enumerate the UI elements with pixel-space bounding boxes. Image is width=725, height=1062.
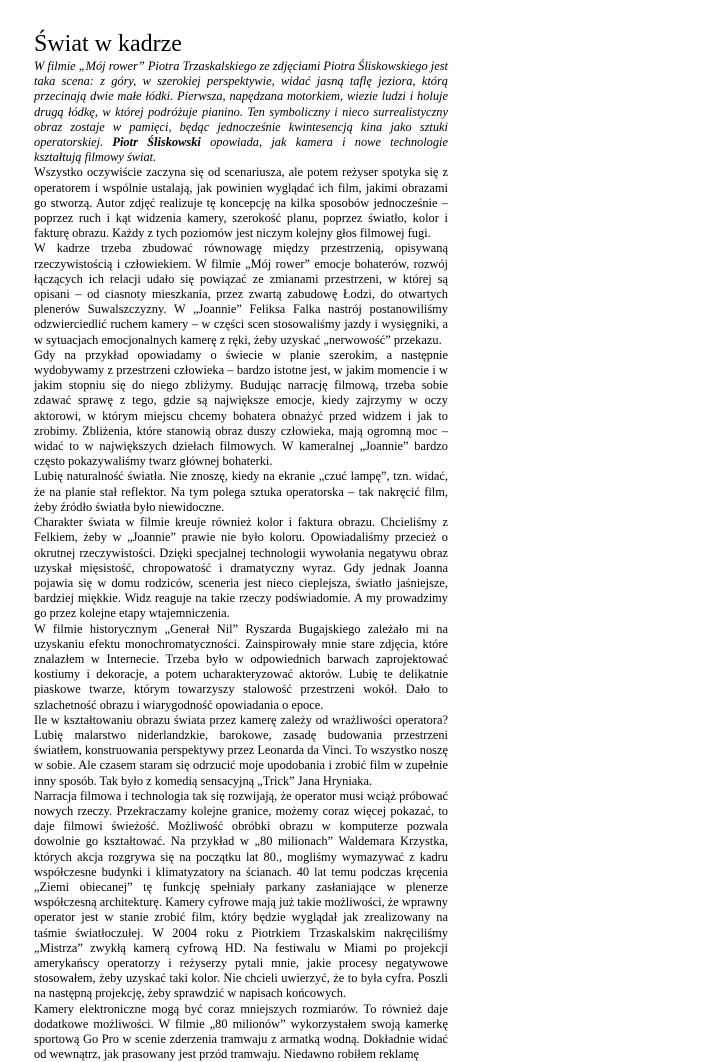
lead-text-end: opowiada, jak kamera i nowe technologie kształtują filmowy świat.	[34, 135, 448, 165]
paragraph: Lubię naturalność światła. Nie znoszę, kiedy na ekranie „czuć lampę”, tzn. widać, że na planie stał reflektor. Na tym polega sztuka operatorska – tak nakręcić film, żeby źródło światła było niewidoczne.	[34, 469, 448, 514]
paragraph: Kamery elektroniczne mogą być coraz mniejszych rozmiarów. To również daje dodatkowe możliwości. W filmie „80 milionów” wykorzystałem swoją kamerkę sportową Go Pro w scenie zderzenia tramwaju z armatką wodną. Dokładnie widać od wewnątrz, jak prasowany jest przód tramwaju. Niedawno robiłem reklamę	[34, 1001, 448, 1062]
paragraph: Ile w kształtowaniu obrazu świata przez kamerę zależy od wrażliwości operatora? Lubię malarstwo niderlandzkie, barokowe, zasadę budowania przestrzeni światłem, konstruowania perspektywy przez Leonarda da Vinci. To wszystko noszę w sobie. Ale czasem staram się odrzucić moje upodobania i zrobić film w zupełnie inny sposób. Tak było z komedią sensacyjną „Trick” Jana Hryniaka.	[34, 712, 448, 788]
paragraph: W filmie historycznym „Generał Nil” Ryszarda Bugajskiego zależało mi na uzyskaniu efektu monochromatyczności. Zainspirowały mnie stare zdjęcia, które znalazłem w Internecie. Trzeba było w odpowiednich barwach zaprojektować kostiumy i dekoracje, a potem ucharakteryzować aktorów. Lubię te delikatnie piaskowe twarze, którym towarzyszy stalowość przestrzeni wokół. Dało to szlachetność obrazu i wiarygodność opowiadania o epoce.	[34, 621, 448, 712]
paragraph: Gdy na przykład opowiadamy o świecie w planie szerokim, a następnie wydobywamy z przestrzeni człowieka – bardzo istotne jest, w jakim momencie i w jakim stopniu się do niego zbliżymy. Budując narrację filmową, trzeba sobie zdawać sprawę z tego, gdzie są największe emocje, kiedy zajrzymy w oczy aktorowi, w którym miejscu chcemy bohatera obnażyć przed widzem i jak to zrobimy. Zbliżenia, które stanowią obraz duszy człowieka, mają ogromną moc – widać to w największych dziełach filmowych. W kameralnej „Joannie” bardzo często pokazywaliśmy twarz głównej bohaterki.	[34, 347, 448, 469]
article	[34, 30, 448, 1062]
lead-text: W filmie „Mój rower” Piotra Trzaskalskiego ze zdjęciami Piotra Śliskowskiego jest taka scena: z góry, w szerokiej perspektywie, widać jasną taflę jeziora, którą przecinają dwie małe łódki. Pierwsza, napędzana motorkiem, wiezie ludzi i holuje drugą łódkę, w której podróżuje pianino. Ten symboliczny i nieco surrealistyczny obraz zostaje w pamięci, będąc jednocześnie kwintesencją kina jako sztuki operatorskiej.	[34, 59, 448, 150]
paragraph: Charakter świata w filmie kreuje również kolor i faktura obrazu. Chcieliśmy z Felkiem, żeby w „Joannie” prawie nie było koloru. Opowiadaliśmy przecież o okrutnej rzeczywistości. Dzięki specjalnej technologii wywołania negatywu obraz uzyskał mięsistość, chropowatość i dramatyczny wyraz. Gdy jednak Joanna pojawia się w domu rodziców, sceneria jest nieco cieplejsza, światło jaśniejsze, bardziej miękkie. Widz reaguje na takie rzeczy podświadomie. A my prowadzimy go przez kolejne etapy wtajemniczenia.	[34, 515, 448, 621]
article-lead	[34, 59, 448, 165]
paragraph: Wszystko oczywiście zaczyna się od scenariusza, ale potem reżyser spotyka się z operatorem i wspólnie ustalają, jak powinien wyglądać ich film, jakimi obrazami go stworzą. Autor zdjęć realizuje tę koncepcję na kilka sposobów jednocześnie – poprzez ruch i kąt widzenia kamery, szerokość planu, poprzez światło, kolor i fakturę obrazu. Każdy z tych poziomów jest niczym kolejny głos filmowej fugi.	[34, 165, 448, 241]
paragraph: W kadrze trzeba zbudować równowagę między przestrzenią, opisywaną rzeczywistością i człowiekiem. W filmie „Mój rower” emocje bohaterów, rozwój łączących ich relacji udało się powiązać ze zmianami przestrzeni, w której są opisani – od ciasnoty mieszkania, przez zwartą zabudowę Łodzi, do otwartych plenerów Suwalszczyzny. W „Joannie” Feliksa Falka nastrój postanowiliśmy odzwierciedlić ruchem kamery – w części scen stosowaliśmy jazdy i wysięgniki, a w sytuacjach emocjonalnych kamerę z ręki, żeby uzyskać „nerwowość” przekazu.	[34, 241, 448, 347]
paragraph: Narracja filmowa i technologia tak się rozwijają, że operator musi wciąż próbować nowych rzeczy. Przekraczamy kolejne granice, możemy coraz więcej pokazać, to daje filmowi świeżość. Możliwość obróbki obrazu w komputerze pozwala dowolnie go kształtować. Na przykład w „80 milionach” Waldemara Krzystka, których akcja rozgrywa się na początku lat 80., mogliśmy wymazywać z kadru współczesne budynki i klimatyzatory na ścianach. 40 lat temu podczas kręcenia „Ziemi obiecanej” tę funkcję spełniały parkany zasłaniające w plenerze współczesną architekturę. Kamery cyfrowe mają już takie możliwości, że wprawny operator jest w stanie zrobić film, który będzie wyglądał jak zrealizowany na taśmie światłoczułej. W 2004 roku z Piotrkiem Trzaskalskim nakręciliśmy „Mistrza” zwykłą kamerą cyfrową HD. Na festiwalu w Miami po projekcji amerykańscy operatorzy i reżyserzy pytali mnie, jakie procesy negatywowe stosowałem, żeby uzyskać taki kolor. Nie chcieli uwierzyć, że to była cyfra. Poszli na następną projekcję, żeby sprawdzić w napisach końcowych.	[34, 788, 448, 1001]
article-title: Świat w kadrze	[34, 31, 182, 57]
lead-author-name: Piotr Śliskowski	[112, 135, 201, 150]
